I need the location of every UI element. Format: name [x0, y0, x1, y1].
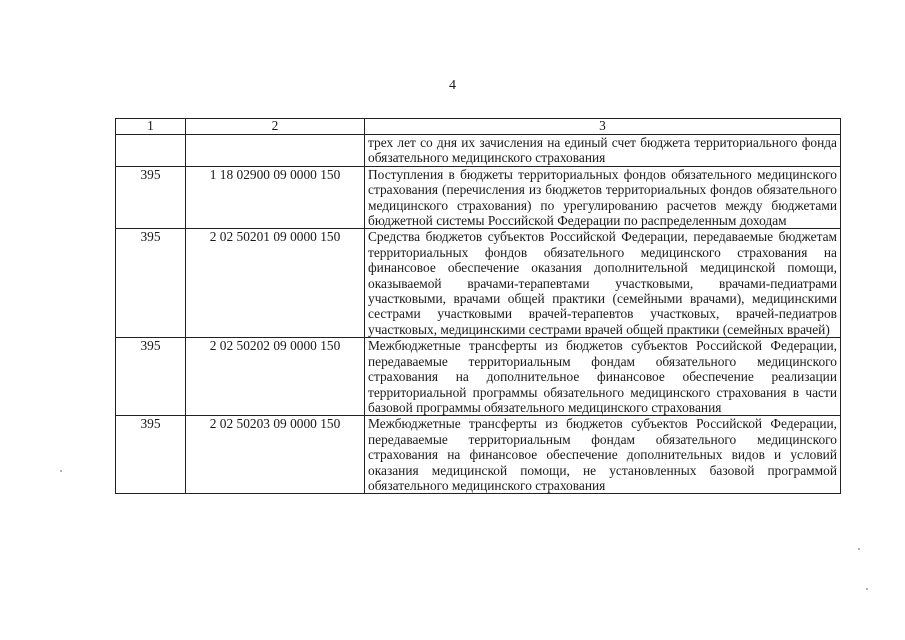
description-cell: трех лет со дня их зачисления на единый счет бюджета территориального фонда обязательного медицинского страхования [365, 135, 841, 167]
budget-code-cell: 2 02 50203 09 0000 150 [186, 416, 365, 494]
scan-speck [60, 470, 62, 472]
column-header-2: 2 [186, 119, 365, 135]
description-cell: Поступления в бюджеты территориальных фондов обязательного медицинского страхования (перечисления из бюджетов территориальных фондов обязательного медицинского страхования) по урегулированию расчетов между бюджетами бюджетной системы Российской Федерации по распределенным доходам [365, 166, 841, 229]
admin-code-cell: 395 [116, 229, 186, 338]
budget-classification-table [115, 118, 841, 494]
description-cell: Межбюджетные трансферты из бюджетов субъектов Российской Федерации, передаваемые территориальным фондам обязательного медицинского страхования на финансовое обеспечение дополнительных видов и условий оказания медицинской помощи, не установленных базовой программой обязательного медицинского страхования [365, 416, 841, 494]
admin-code-cell: 395 [116, 166, 186, 229]
budget-code-cell [186, 135, 365, 167]
scan-speck [858, 548, 860, 550]
budget-code-cell: 2 02 50202 09 0000 150 [186, 338, 365, 416]
table-row [116, 135, 841, 167]
budget-code-cell: 2 02 50201 09 0000 150 [186, 229, 365, 338]
table-row [116, 338, 841, 416]
description-cell: Средства бюджетов субъектов Российской Федерации, передаваемые бюджетам территориальных фондов обязательного медицинского страхования на финансовое обеспечение оказания дополнительной медицинской помощи, оказываемой врачами-терапевтами участковыми, врачами-педиатрами участковыми, врачами общей практики (семейными врачами), медицинскими сестрами участковыми врачей-терапевтов участковых, врачей-педиатров участковых, медицинскими сестрами врачей общей практики (семейных врачей) [365, 229, 841, 338]
scan-speck [866, 588, 868, 590]
admin-code-cell: 395 [116, 338, 186, 416]
admin-code-cell [116, 135, 186, 167]
table-header-row [116, 119, 841, 135]
budget-code-cell: 1 18 02900 09 0000 150 [186, 166, 365, 229]
description-cell: Межбюджетные трансферты из бюджетов субъектов Российской Федерации, передаваемые территориальным фондам обязательного медицинского страхования на дополнительное финансовое обеспечение реализации территориальной программы обязательного медицинского страхования в части базовой программы обязательного медицинского страхования [365, 338, 841, 416]
table-row [116, 166, 841, 229]
column-header-1: 1 [116, 119, 186, 135]
table-row [116, 229, 841, 338]
admin-code-cell: 395 [116, 416, 186, 494]
table-row [116, 416, 841, 494]
column-header-3: 3 [365, 119, 841, 135]
page-number: 4 [449, 78, 456, 93]
